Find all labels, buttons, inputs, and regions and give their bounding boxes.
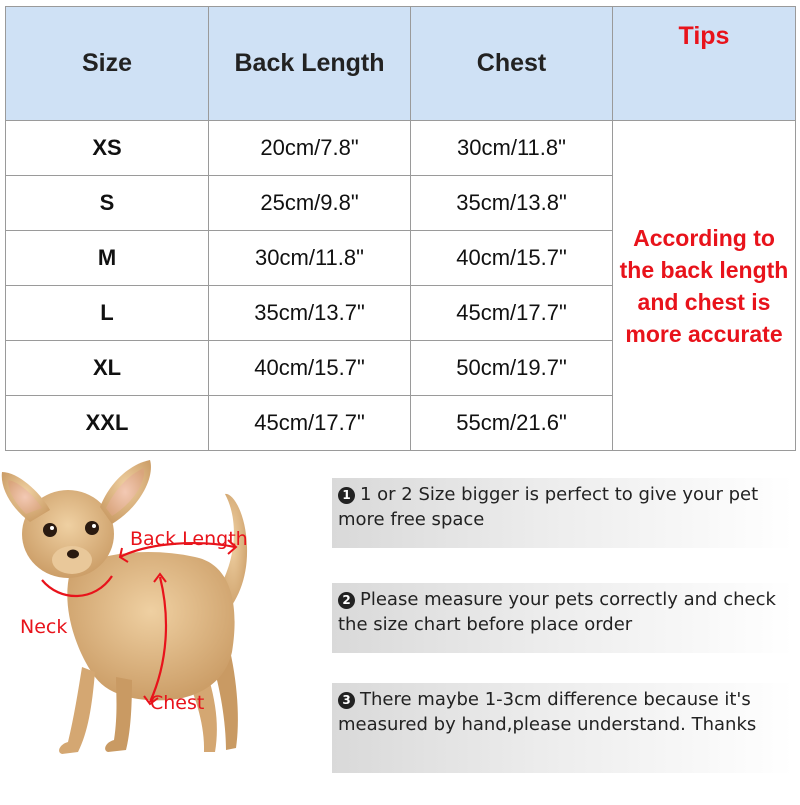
size-cell: S — [6, 176, 209, 231]
chest-cell: 35cm/13.8" — [411, 176, 613, 231]
header-size: Size — [6, 7, 209, 121]
header-chest: Chest — [411, 7, 613, 121]
size-cell: XL — [6, 341, 209, 396]
size-chart-table — [5, 6, 796, 451]
size-cell: XXL — [6, 396, 209, 451]
back-length-cell: 25cm/9.8" — [209, 176, 411, 231]
chest-label: Chest — [150, 692, 205, 714]
back-length-cell: 30cm/11.8" — [209, 231, 411, 286]
note-text: 1 or 2 Size bigger is perfect to give your pet more free space — [338, 484, 759, 530]
header-back-length: Back Length — [209, 7, 411, 121]
chest-cell: 50cm/19.7" — [411, 341, 613, 396]
chest-cell: 40cm/15.7" — [411, 231, 613, 286]
note-3 — [332, 683, 794, 773]
note-2 — [332, 583, 794, 653]
back-length-cell: 45cm/17.7" — [209, 396, 411, 451]
back-length-cell: 20cm/7.8" — [209, 121, 411, 176]
note-text: Please measure your pets correctly and check the size chart before place order — [338, 589, 776, 635]
number-2-icon: 2 — [338, 592, 355, 609]
note-text: There maybe 1-3cm difference because it's measured by hand,please understand. Thanks — [338, 689, 757, 735]
size-cell: L — [6, 286, 209, 341]
number-3-icon: 3 — [338, 692, 355, 709]
chest-cell: 30cm/11.8" — [411, 121, 613, 176]
dog-measurement-illustration — [0, 452, 320, 800]
back-length-cell: 40cm/15.7" — [209, 341, 411, 396]
note-1 — [332, 478, 794, 548]
tips-text: According to the back length and chest is more accurate — [613, 121, 796, 451]
back-length-label: Back Length — [130, 528, 248, 550]
table-header-row — [6, 7, 796, 121]
chest-cell: 55cm/21.6" — [411, 396, 613, 451]
neck-label: Neck — [20, 616, 68, 638]
number-1-icon: 1 — [338, 487, 355, 504]
back-length-cell: 35cm/13.7" — [209, 286, 411, 341]
size-cell: XS — [6, 121, 209, 176]
size-cell: M — [6, 231, 209, 286]
table-row — [6, 121, 796, 176]
header-tips: Tips — [613, 7, 796, 121]
chest-cell: 45cm/17.7" — [411, 286, 613, 341]
